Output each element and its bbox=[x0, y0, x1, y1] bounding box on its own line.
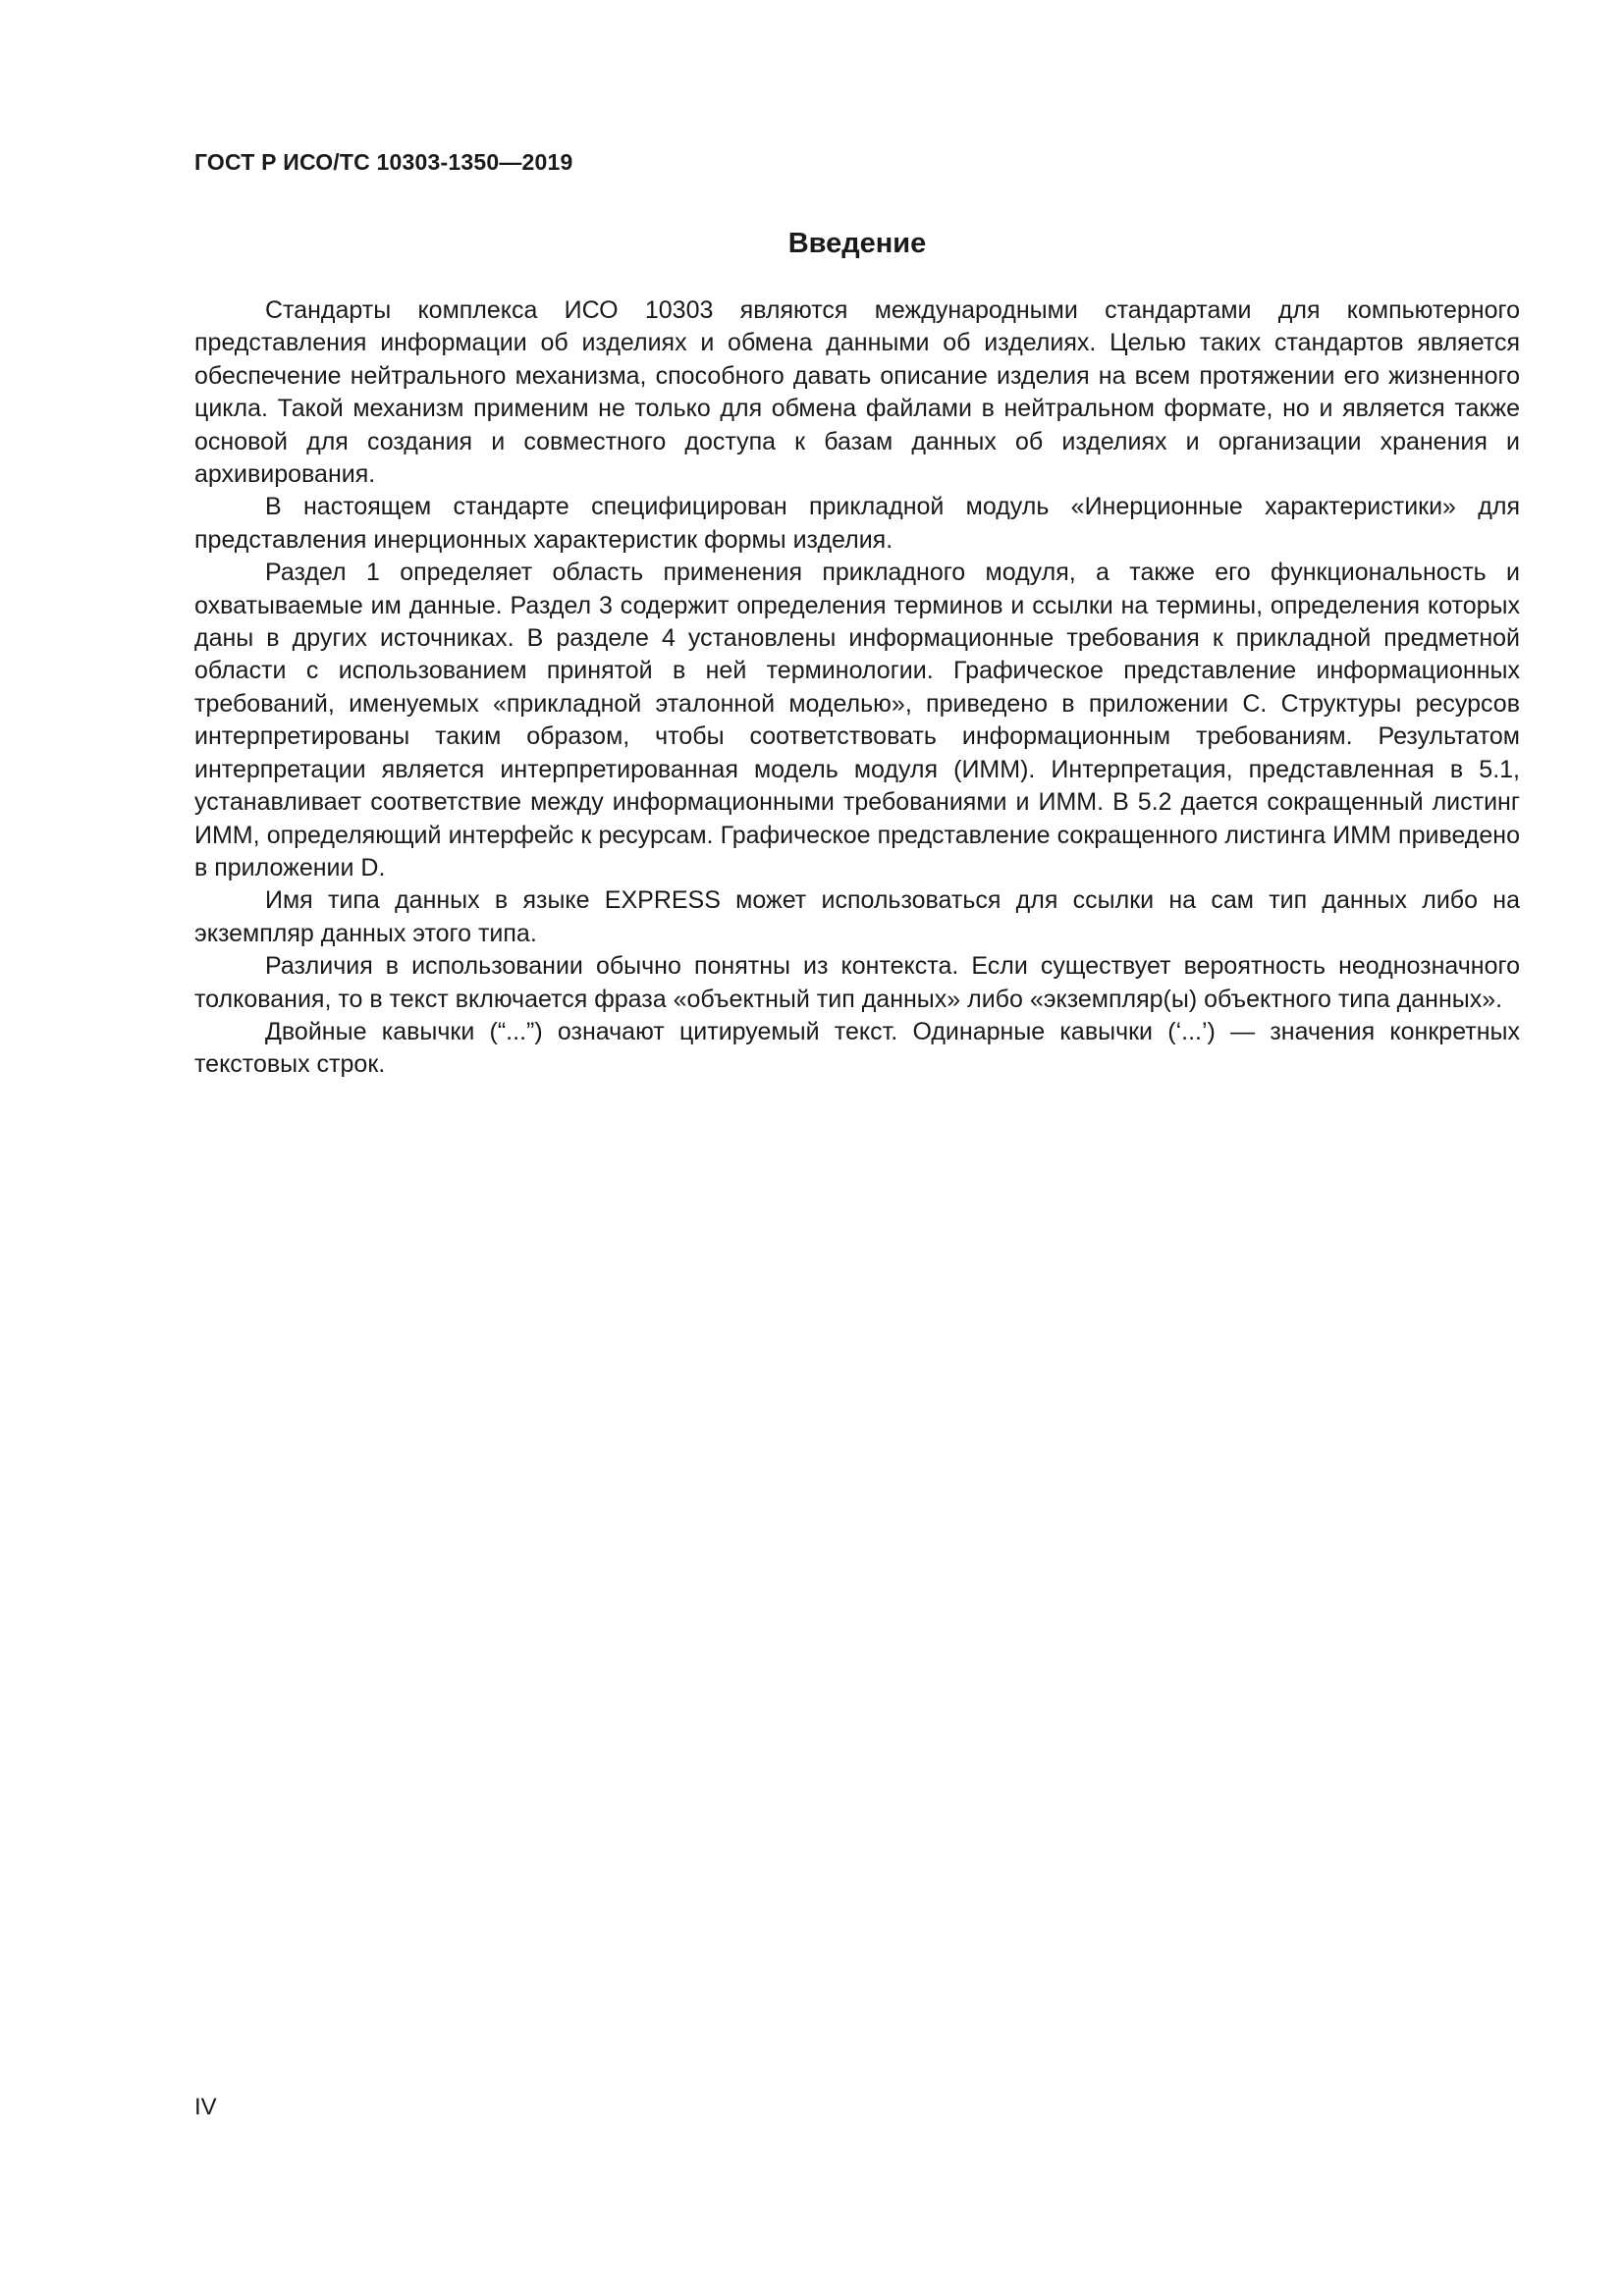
paragraph-3: Раздел 1 определяет область применения прикладного модуля, а также его функциональность и охватываемые им данные. Раздел 3 содержит определения терминов и ссылки на термины, определения которых даны в других источниках. В разделе 4 установлены информационные требования к прикладной предметной области с использованием принятой в ней терминологии. Графическое представление информационных требований, именуемых «прикладной эталонной моделью», приведено в приложении С. Структуры ресурсов интерпретированы таким образом, чтобы соответствовать информационным требованиям. Результатом интерпретации является интерпретированная модель модуля (ИММ). Интерпретация, представленная в 5.1, устанавливает соответствие между информационными требованиями и ИММ. В 5.2 дается сокращенный листинг ИММ, определяющий интерфейс к ресурсам. Графическое представление сокращенного листинга ИММ приведено в приложении D. bbox=[194, 559, 1520, 881]
body-text bbox=[194, 294, 1520, 1082]
section-title: Введение bbox=[787, 228, 927, 259]
paragraph-4: Имя типа данных в языке EXPRESS может использоваться для ссылки на сам тип данных либо на экземпляр данных этого типа. bbox=[194, 886, 1520, 947]
paragraph-6: Двойные кавычки (“...”) означают цитируемый текст. Одинарные кавычки (‘...’) — значения конкретных текстовых строк. bbox=[194, 1017, 1520, 1079]
page-number: IV bbox=[194, 2094, 217, 2120]
paragraph-1: Стандарты комплекса ИСО 10303 являются международными стандартами для компьютерного представления информации об изделиях и обмена данными об изделиях. Целью таких стандартов является обеспечение нейтрального механизма, способного давать описание изделия на всем протяжении его жизненного цикла. Такой механизм применим не только для обмена файлами в нейтральном формате, но и является также основой для создания и совместного доступа к базам данных об изделиях и организации хранения и архивирования. bbox=[194, 296, 1520, 489]
paragraph-5: Различия в использовании обычно понятны из контекста. Если существует вероятность неоднозначного толкования, то в текст включается фраза «объектный тип данных» либо «экземпляр(ы) объектного типа данных». bbox=[194, 952, 1520, 1013]
paragraph-2: В настоящем стандарте специфицирован прикладной модуль «Инерционные характеристики» для представления инерционных характеристик формы изделия. bbox=[194, 493, 1520, 554]
document-code-header: ГОСТ Р ИСО/ТС 10303-1350—2019 bbox=[194, 149, 573, 175]
